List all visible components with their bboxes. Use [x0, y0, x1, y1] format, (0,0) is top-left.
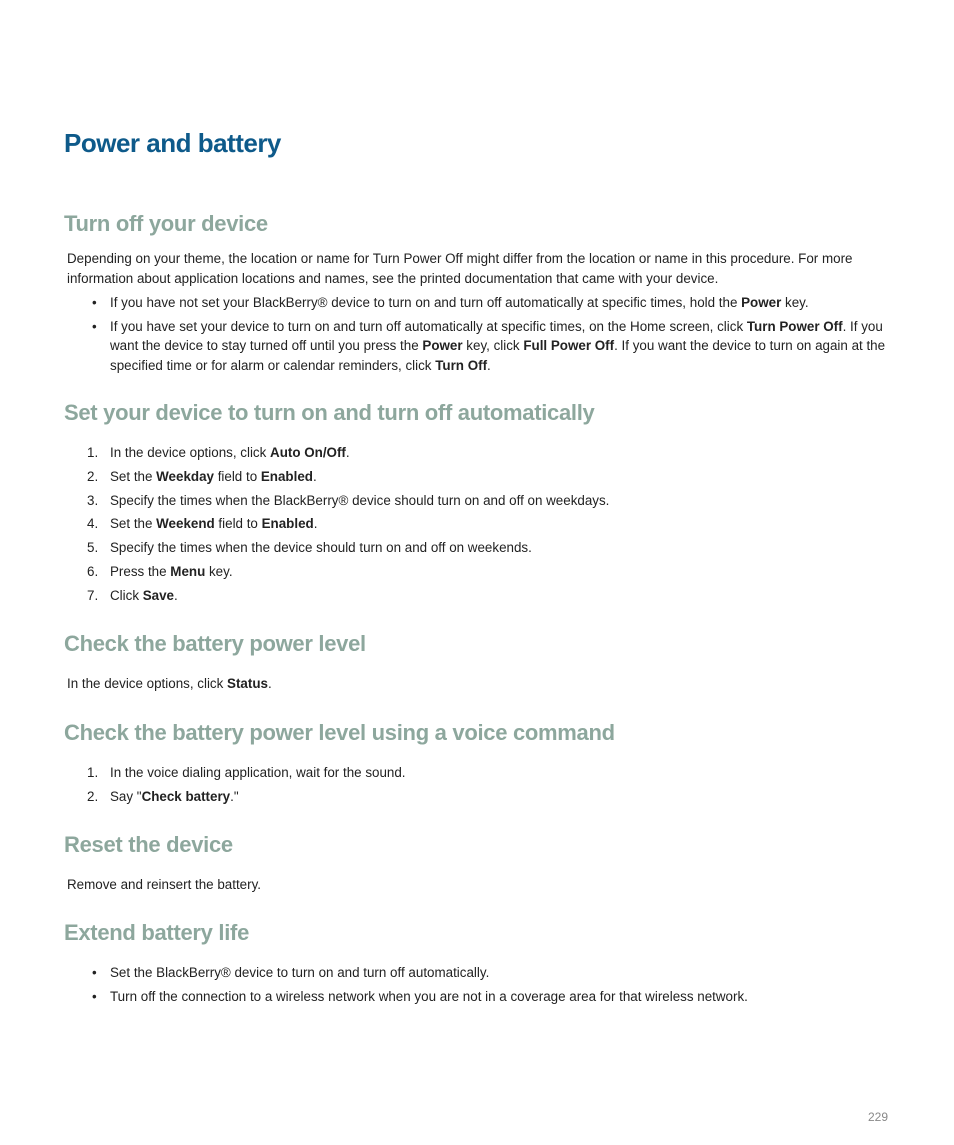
list-item: 3. Specify the times when the BlackBerry® device should turn on and off on weekdays. — [87, 492, 610, 508]
list-item: 7. Click Save. — [87, 587, 178, 603]
heading-turn-off-device: Turn off your device — [64, 211, 268, 236]
reset-text: Remove and reinsert the battery. — [67, 877, 262, 892]
extend-battery-bullets — [0, 963, 900, 1011]
turn-off-bullets — [0, 293, 900, 380]
turn-off-intro: Depending on your theme, the location or name for Turn Power Off might differ from the location or name in this procedure. For more information about application locations and names, see the printed documentation that came with your device. — [67, 251, 853, 286]
page-number: 229 — [868, 1110, 889, 1124]
voice-battery-steps — [0, 763, 900, 811]
list-item: • If you have not set your BlackBerry® device to turn on and turn off automatically at specific times, hold the Power key. — [0, 293, 900, 313]
heading-auto-on-off: Set your device to turn on and turn off automatically — [64, 400, 595, 425]
list-item: • If you have set your device to turn on and turn off automatically at specific times, on the Home screen, click Turn Power Off. If you want the device to stay turned off until you press the Power key, click Full Power Off. If you want the device to turn on again at the specified time or for alarm or calendar reminders, click Turn Off. — [92, 318, 886, 373]
list-item: 2. Set the Weekday field to Enabled. — [87, 468, 317, 484]
list-item: 1. In the voice dialing application, wait for the sound. — [87, 765, 406, 780]
heading-reset-device: Reset the device — [64, 832, 233, 857]
list-item: • Turn off the connection to a wireless network when you are not in a coverage area for that wireless network. — [0, 987, 900, 1007]
bullet-marker: • — [92, 988, 97, 1004]
list-item: 1. In the device options, click Auto On/Off. — [87, 445, 350, 460]
auto-on-off-steps — [0, 443, 900, 610]
bullet-marker: • — [92, 965, 97, 980]
list-item: 4. Set the Weekend field to Enabled. — [87, 516, 318, 532]
heading-voice-battery: Check the battery power level using a voice command — [64, 720, 615, 745]
heading-extend-battery: Extend battery life — [64, 920, 250, 945]
bullet-marker: • — [92, 295, 97, 310]
list-item: • Set the BlackBerry® device to turn on and turn off automatically. — [0, 963, 900, 983]
page-title: Power and battery — [64, 128, 281, 158]
list-item: 5. Specify the times when the device should turn on and off on weekends. — [87, 540, 532, 556]
battery-level-text: In the device options, click Status. — [67, 676, 272, 691]
heading-battery-level: Check the battery power level — [64, 631, 366, 656]
list-item: 2. Say "Check battery." — [87, 788, 239, 804]
bullet-marker: • — [92, 318, 97, 334]
list-item: 6. Press the Menu key. — [87, 563, 233, 579]
